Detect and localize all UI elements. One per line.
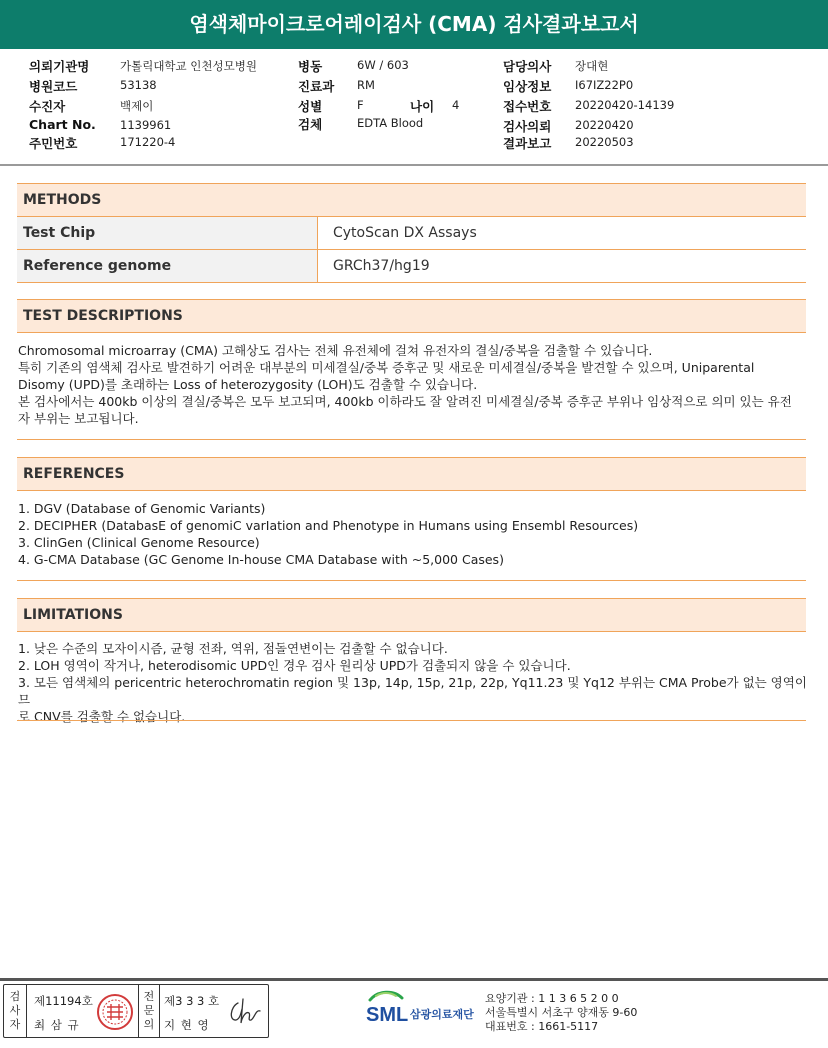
info-label: 수진자 bbox=[29, 99, 66, 114]
info-value: 20220503 bbox=[575, 135, 634, 149]
info-value: I67IZ22P0 bbox=[575, 78, 634, 92]
methods-key: Test Chip bbox=[17, 217, 318, 249]
info-label: Chart No. bbox=[29, 117, 96, 132]
info-value: RM bbox=[357, 78, 375, 92]
logo-text: SML bbox=[366, 1004, 409, 1026]
divider bbox=[138, 985, 139, 1037]
info-value: EDTA Blood bbox=[357, 116, 424, 130]
info-label: 병동 bbox=[298, 59, 323, 74]
methods-value: GRCh37/hg19 bbox=[333, 258, 430, 274]
methods-value: CytoScan DX Assays bbox=[333, 225, 477, 241]
methods-header: METHODS bbox=[17, 183, 806, 217]
section-divider bbox=[17, 580, 806, 581]
info-label: 검체 bbox=[298, 117, 323, 132]
methods-row-reference-genome bbox=[17, 250, 806, 283]
info-value: 4 bbox=[452, 98, 460, 112]
info-value: 20220420-14139 bbox=[575, 98, 675, 112]
reference-item: 4. G-CMA Database (GC Genome In-house CMA Database with ~5,000 Cases) bbox=[18, 552, 504, 567]
limitations-header: LIMITATIONS bbox=[17, 598, 806, 632]
inspector-name: 최 삼 규 bbox=[34, 1018, 80, 1032]
info-label: 나이 bbox=[410, 99, 435, 114]
limitation-line: 1. 낮은 수준의 모자이시즘, 균형 전좌, 역위, 점돌연변이는 검출할 수 없습니다. bbox=[18, 641, 448, 656]
patient-info bbox=[0, 50, 828, 166]
reference-item: 2. DECIPHER (DatabasE of genomiC varIation and Phenotype in Humans using Ensembl Resources) bbox=[18, 518, 639, 533]
org-logo bbox=[364, 990, 484, 1034]
limitation-line: 3. 모든 염색체의 pericentric heterochromatin region 및 13p, 14p, 15p, 21p, 22p, Yq11.23 및 Yq12 부위는 CMA Probe가 없는 영역이므 bbox=[18, 675, 807, 707]
sml-logo-icon bbox=[364, 990, 484, 1030]
checker-name: 지 현 영 bbox=[164, 1018, 210, 1032]
section-divider bbox=[17, 439, 806, 440]
methods-key: Reference genome bbox=[17, 250, 318, 282]
info-label: 진료과 bbox=[298, 79, 335, 94]
divider bbox=[159, 985, 160, 1037]
org-info-line: 대표번호 : 1661-5117 bbox=[485, 1020, 599, 1033]
divider bbox=[26, 985, 27, 1037]
reference-item: 3. ClinGen (Clinical Genome Resource) bbox=[18, 535, 260, 550]
info-value: 장대현 bbox=[575, 59, 609, 73]
reference-item: 1. DGV (Database of Genomic Variants) bbox=[18, 501, 266, 516]
info-value: 백제이 bbox=[120, 99, 154, 113]
info-value: 171220-4 bbox=[120, 135, 176, 149]
info-label: 병원코드 bbox=[29, 79, 78, 94]
signature-box bbox=[3, 984, 269, 1038]
footer-divider bbox=[0, 978, 828, 981]
description-line: Chromosomal microarray (CMA) 고해상도 검사는 전체 유전체에 걸쳐 유전자의 결실/중복을 검출할 수 있습니다. bbox=[18, 343, 653, 358]
seal-icon bbox=[96, 993, 134, 1031]
org-name: 삼광의료재단 bbox=[410, 1008, 474, 1021]
test-descriptions-body bbox=[18, 342, 808, 427]
info-label: 의뢰기관명 bbox=[29, 59, 90, 74]
limitation-line: 2. LOH 영역이 작거나, heterodisomic UPD인 경우 검사 원리상 UPD가 검출되지 않을 수 있습니다. bbox=[18, 658, 571, 673]
org-info-line: 서울특별시 서초구 양재동 9-60 bbox=[485, 1006, 638, 1019]
info-label: 결과보고 bbox=[503, 136, 552, 151]
info-label: 주민번호 bbox=[29, 136, 78, 151]
checker-label: 전 문 의 bbox=[143, 990, 155, 1031]
signature-icon bbox=[226, 995, 266, 1029]
inspector-label: 검 사 자 bbox=[9, 990, 21, 1031]
info-value: 1139961 bbox=[120, 118, 172, 132]
limitations-body bbox=[18, 640, 808, 725]
info-label: 담당의사 bbox=[503, 59, 552, 74]
info-value: F bbox=[357, 98, 364, 112]
methods-row-test-chip bbox=[17, 217, 806, 250]
info-label: 임상정보 bbox=[503, 79, 552, 94]
report-title: 염색체마이크로어레이검사 (CMA) 검사결과보고서 bbox=[0, 0, 828, 49]
org-info-line: 요양기관 : 1 1 3 6 5 2 0 0 bbox=[485, 992, 619, 1005]
description-line: 본 검사에서는 400kb 이상의 결실/중복은 모두 보고되며, 400kb 이하라도 잘 알려진 미세결실/중복 증후군 부위나 임상적으로 의미 있는 유전 bbox=[18, 394, 792, 409]
inspector-number: 제11194호 bbox=[34, 994, 93, 1008]
info-label: 성별 bbox=[298, 99, 323, 114]
limitation-line: 로 CNV를 검출할 수 없습니다. bbox=[18, 709, 186, 724]
section-divider bbox=[17, 720, 806, 721]
info-value: 6W / 603 bbox=[357, 58, 409, 72]
info-value: 53138 bbox=[120, 78, 157, 92]
description-line: 특히 기존의 염색체 검사로 발견하기 어려운 대부분의 미세결실/중복 증후군 및 새로운 미세결실/중복을 발견할 수 있으며, Uniparental bbox=[18, 360, 755, 375]
description-line: Disomy (UPD)를 초래하는 Loss of heterozygosity (LOH)도 검출할 수 있습니다. bbox=[18, 377, 478, 392]
info-label: 접수번호 bbox=[503, 99, 552, 114]
checker-number: 제3 3 3 호 bbox=[164, 994, 220, 1008]
test-descriptions-header: TEST DESCRIPTIONS bbox=[17, 299, 806, 333]
references-list bbox=[18, 500, 808, 568]
info-value: 20220420 bbox=[575, 118, 634, 132]
references-header: REFERENCES bbox=[17, 457, 806, 491]
description-line: 자 부위는 보고됩니다. bbox=[18, 411, 139, 426]
org-info bbox=[485, 992, 637, 1034]
info-value: 가톨릭대학교 인천성모병원 bbox=[120, 59, 257, 73]
info-label: 검사의뢰 bbox=[503, 119, 552, 134]
